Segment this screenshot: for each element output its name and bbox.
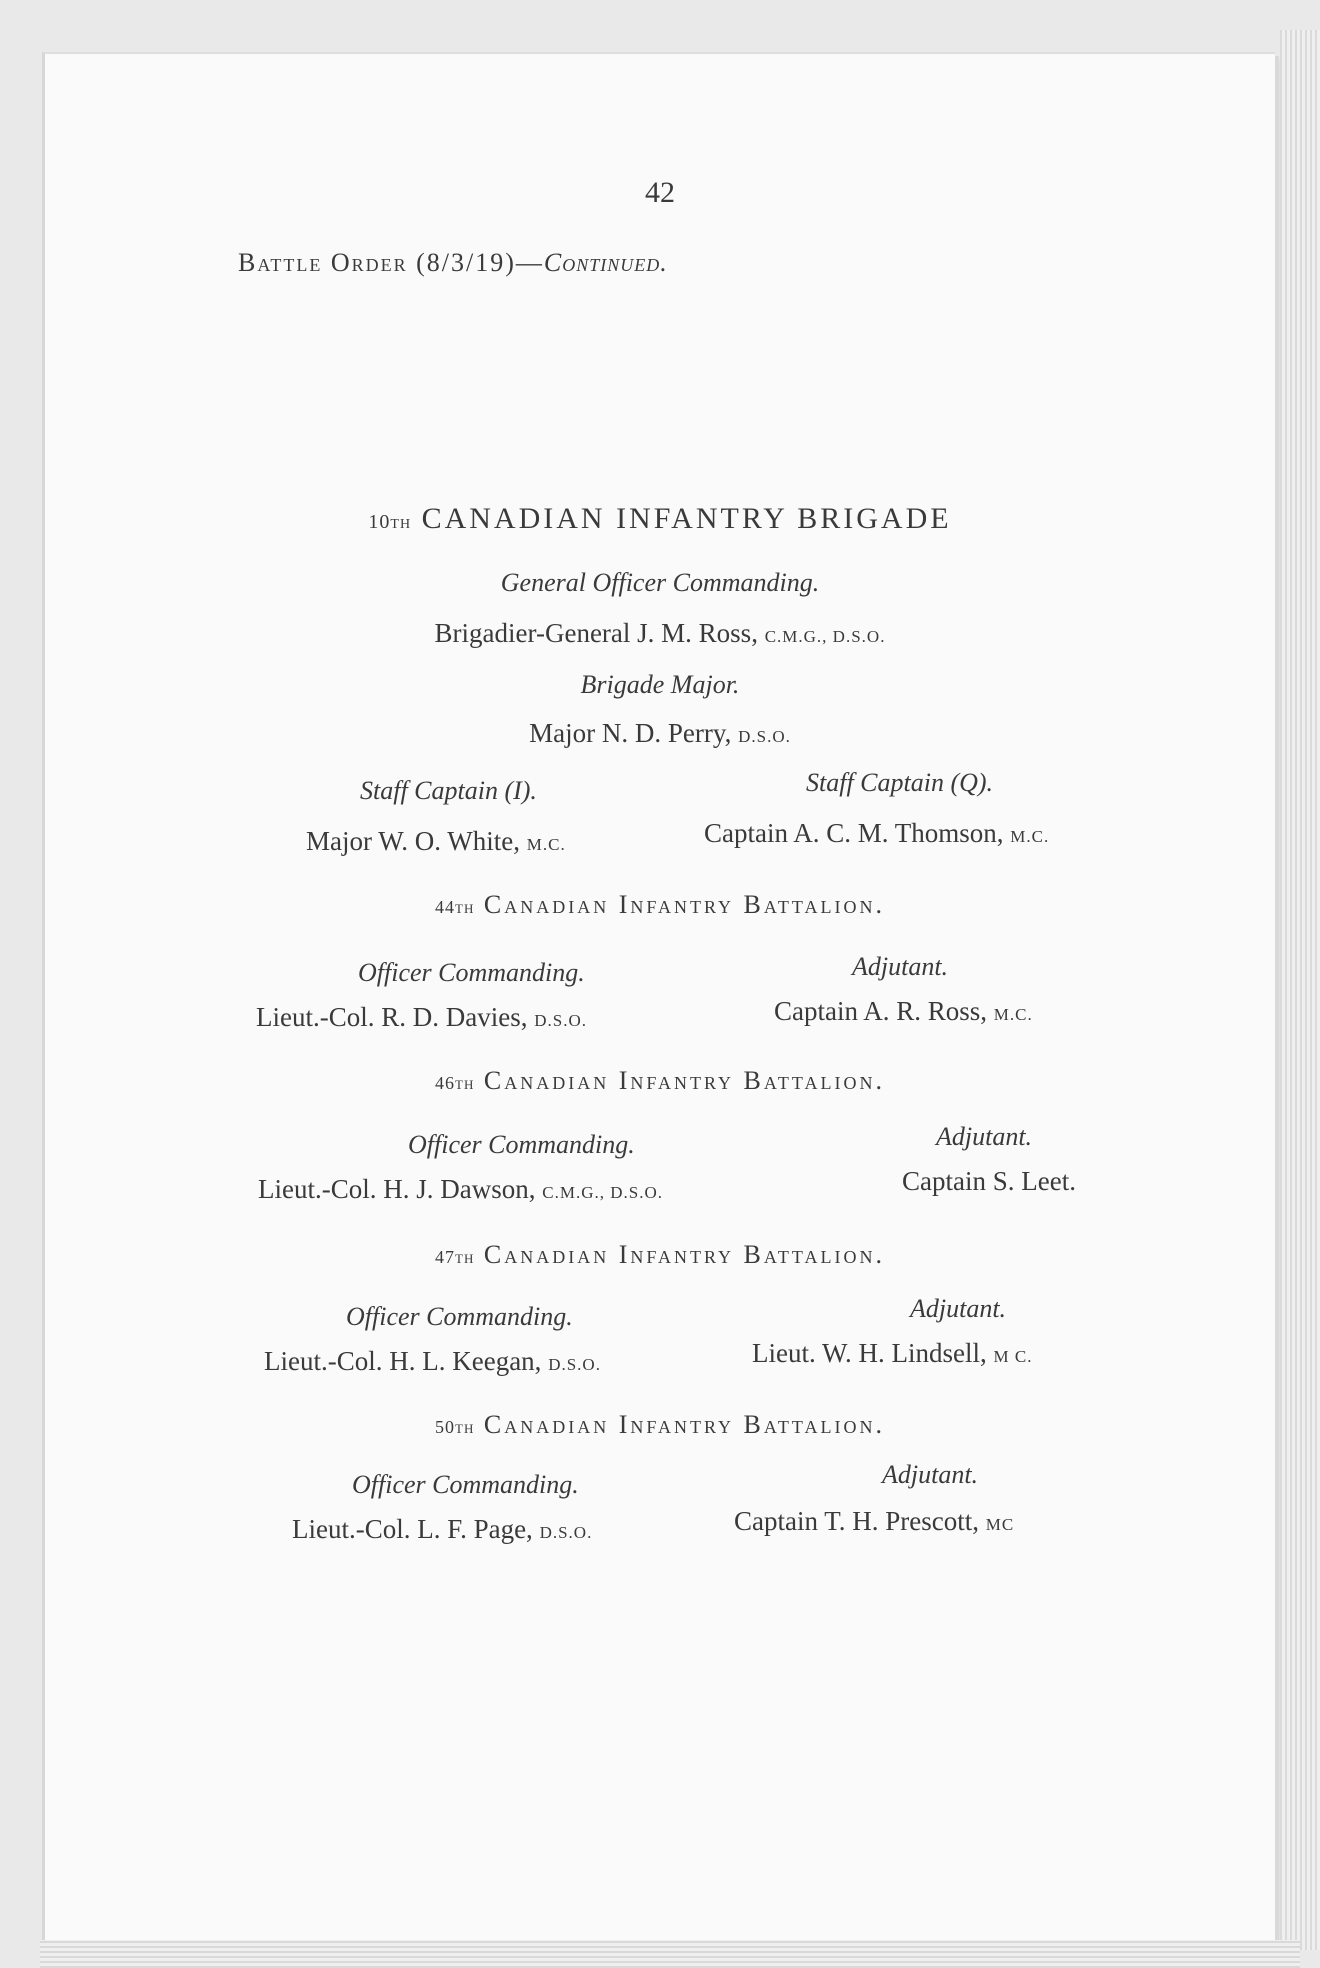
battalion-50-oc-role: Officer Commanding.: [352, 1470, 579, 1499]
page-number: 42: [645, 176, 675, 209]
battalion-50-oc-name: Lieut.-Col. L. F. Page,: [292, 1514, 533, 1544]
staff-i-name: Major W. O. White,: [306, 826, 520, 856]
gen-name: Brigadier-General J. M. Ross,: [434, 618, 758, 648]
battalion-50-adj-name: Captain T. H. Prescott,: [734, 1506, 979, 1536]
battalion-47-oc-role: Officer Commanding.: [346, 1302, 573, 1331]
gen-role: General Officer Commanding.: [500, 568, 820, 597]
battalion-46-title: Canadian Infantry Battalion.: [483, 1066, 885, 1095]
battalion-47-adj-role: Adjutant.: [910, 1294, 1007, 1323]
battalion-50-heading: [0, 1410, 1320, 1440]
major-name: Major N. D. Perry,: [529, 718, 732, 748]
battalion-46-adj-role: Adjutant.: [936, 1122, 1033, 1151]
battalion-44-adj-line: [774, 996, 1033, 1027]
battalion-46-adj-line: [902, 1166, 1076, 1197]
battalion-44-oc-line: [256, 1002, 587, 1033]
battalion-46-oc-role: Officer Commanding.: [408, 1130, 635, 1159]
brigade-heading: [0, 502, 1320, 536]
major-line: [0, 718, 1320, 749]
battalion-50-adj-role: Adjutant.: [882, 1460, 979, 1489]
battalion-50-number: 50th: [435, 1417, 475, 1437]
staff-i-decor: M.C.: [526, 835, 566, 854]
page-edges-bottom: [40, 1940, 1300, 1968]
battalion-44-adj-role: Adjutant.: [852, 952, 949, 981]
running-head: [238, 248, 668, 278]
battalion-46-oc-decor: C.M.G., D.S.O.: [542, 1183, 663, 1202]
staff-q-decor: M.C.: [1010, 827, 1050, 846]
staff-q-role: Staff Captain (Q).: [806, 768, 994, 797]
major-role: Brigade Major.: [580, 670, 740, 699]
battalion-46-oc-name: Lieut.-Col. H. J. Dawson,: [258, 1174, 536, 1204]
battalion-46-adj-name: Captain S. Leet.: [902, 1166, 1076, 1196]
battalion-44-oc-decor: D.S.O.: [534, 1011, 587, 1030]
brigade-number: 10th: [368, 511, 412, 533]
major-decor: D.S.O.: [738, 727, 791, 746]
battalion-44-number: 44th: [435, 897, 475, 917]
battalion-44-oc-role: Officer Commanding.: [358, 958, 585, 987]
battalion-44-adj-name: Captain A. R. Ross,: [774, 996, 988, 1026]
gen-line: [0, 618, 1320, 649]
battalion-50-adj-decor: MC: [985, 1515, 1015, 1534]
battalion-50-oc-decor: D.S.O.: [539, 1523, 593, 1542]
battalion-47-adj-name: Lieut. W. H. Lindsell,: [752, 1338, 987, 1368]
battalion-44-adj-decor: M.C.: [993, 1005, 1033, 1024]
battalion-44-heading: [0, 890, 1320, 920]
battalion-46-number: 46th: [435, 1073, 475, 1093]
battalion-47-adj-line: [752, 1338, 1032, 1369]
gen-decor: C.M.G., D.S.O.: [764, 627, 886, 646]
brigade-title: CANADIAN INFANTRY BRIGADE: [421, 502, 952, 535]
battalion-47-title: Canadian Infantry Battalion.: [483, 1240, 885, 1269]
battalion-47-oc-name: Lieut.-Col. H. L. Keegan,: [264, 1346, 542, 1376]
staff-i-role: Staff Captain (I).: [360, 776, 537, 805]
running-head-continued: Continued.: [543, 248, 668, 277]
battalion-44-oc-name: Lieut.-Col. R. D. Davies,: [256, 1002, 528, 1032]
staff-i-line: [306, 826, 566, 857]
battalion-47-oc-line: [264, 1346, 601, 1377]
battalion-47-number: 47th: [435, 1247, 475, 1267]
battalion-46-heading: [0, 1066, 1320, 1096]
book-page: [42, 52, 1275, 1944]
battalion-46-oc-line: [258, 1174, 663, 1205]
staff-q-name: Captain A. C. M. Thomson,: [704, 818, 1004, 848]
staff-q-line: [704, 818, 1049, 849]
battalion-44-title: Canadian Infantry Battalion.: [483, 890, 885, 919]
battalion-47-adj-decor: M C.: [993, 1347, 1033, 1366]
battalion-47-heading: [0, 1240, 1320, 1270]
battalion-47-oc-decor: D.S.O.: [548, 1355, 601, 1374]
battalion-50-adj-line: [734, 1506, 1014, 1537]
running-head-title: Battle Order (8/3/19)—: [238, 248, 544, 277]
battalion-50-oc-line: [292, 1514, 592, 1545]
battalion-50-title: Canadian Infantry Battalion.: [483, 1410, 885, 1439]
page-edges-right: [1280, 30, 1320, 1950]
